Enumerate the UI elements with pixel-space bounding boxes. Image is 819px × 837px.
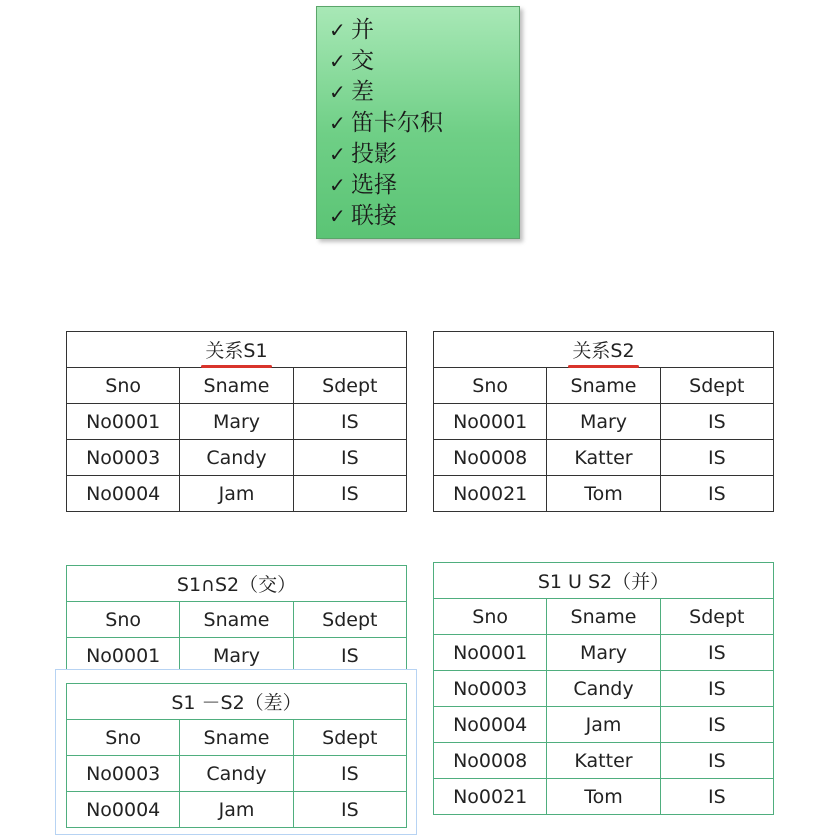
table-row (67, 756, 407, 792)
table-row (67, 440, 407, 476)
column-header: Sno (434, 599, 547, 635)
operation-label: 选择 (351, 172, 397, 198)
cell: Mary (547, 635, 660, 671)
operation-cartesian-product (329, 108, 519, 139)
column-header: Sdept (293, 720, 406, 756)
cell: Mary (547, 404, 660, 440)
operation-label: 投影 (351, 141, 397, 167)
cell: Tom (547, 476, 660, 512)
header-row (434, 599, 774, 635)
intersection-title: S1∩S2（交） (67, 566, 407, 602)
cell: IS (660, 743, 773, 779)
column-header: Sname (180, 368, 293, 404)
column-header: Sno (434, 368, 547, 404)
operations-list (317, 7, 519, 232)
cell: IS (293, 756, 406, 792)
check-icon: ✓ (329, 204, 346, 228)
cell: No0008 (434, 743, 547, 779)
cell: Katter (547, 440, 660, 476)
table-row (434, 671, 774, 707)
cell: IS (660, 707, 773, 743)
cell: No0008 (434, 440, 547, 476)
cell: No0003 (434, 671, 547, 707)
cell: No0001 (434, 635, 547, 671)
cell: IS (660, 440, 773, 476)
cell: Mary (180, 638, 293, 674)
header-row (67, 602, 407, 638)
check-icon: ✓ (329, 80, 346, 104)
relation-s1-title: 关系S1 (205, 336, 267, 363)
column-header: Sname (547, 368, 660, 404)
operation-label: 交 (351, 48, 374, 74)
operation-union (329, 15, 519, 46)
table-row (434, 440, 774, 476)
check-icon: ✓ (329, 142, 346, 166)
operation-join (329, 201, 519, 232)
table-row (434, 779, 774, 815)
cell: IS (660, 779, 773, 815)
cell: IS (293, 792, 406, 828)
cell: No0021 (434, 779, 547, 815)
cell: IS (660, 404, 773, 440)
column-header: Sname (547, 599, 660, 635)
cell: Jam (180, 476, 293, 512)
cell: No0004 (67, 476, 180, 512)
cell: IS (293, 404, 406, 440)
cell: IS (293, 476, 406, 512)
cell: IS (293, 440, 406, 476)
check-icon: ✓ (329, 18, 346, 42)
cell: IS (660, 476, 773, 512)
column-header: Sname (180, 602, 293, 638)
column-header: Sno (67, 720, 180, 756)
cell: IS (660, 671, 773, 707)
header-row (434, 368, 774, 404)
operation-label: 联接 (351, 203, 397, 229)
operation-label: 差 (351, 79, 374, 105)
difference-panel (55, 669, 417, 835)
operation-difference (329, 77, 519, 108)
cell: Mary (180, 404, 293, 440)
table-row (67, 404, 407, 440)
relation-s1-table (66, 331, 407, 512)
operation-selection (329, 170, 519, 201)
cell: No0003 (67, 756, 180, 792)
cell: IS (293, 638, 406, 674)
column-header: Sname (180, 720, 293, 756)
cell: Candy (180, 756, 293, 792)
table-row (434, 476, 774, 512)
difference-title: S1 －S2（差） (67, 684, 407, 720)
header-row (67, 720, 407, 756)
cell: No0004 (67, 792, 180, 828)
table-row (434, 635, 774, 671)
column-header: Sdept (293, 602, 406, 638)
operation-intersection (329, 46, 519, 77)
operation-projection (329, 139, 519, 170)
union-title: S1 U S2（并） (434, 563, 774, 599)
union-table (433, 562, 774, 815)
table-row (434, 743, 774, 779)
check-icon: ✓ (329, 111, 346, 135)
intersection-table (66, 565, 407, 674)
difference-table (66, 683, 407, 828)
cell: Katter (547, 743, 660, 779)
cell: No0004 (434, 707, 547, 743)
check-icon: ✓ (329, 49, 346, 73)
cell: Candy (180, 440, 293, 476)
cell: Jam (180, 792, 293, 828)
column-header: Sdept (293, 368, 406, 404)
table-row (67, 792, 407, 828)
column-header: Sdept (660, 599, 773, 635)
table-row (67, 476, 407, 512)
cell: No0001 (434, 404, 547, 440)
relation-s2-title: 关系S2 (572, 336, 634, 363)
cell: Candy (547, 671, 660, 707)
header-row (67, 368, 407, 404)
cell: No0021 (434, 476, 547, 512)
table-row (434, 707, 774, 743)
operations-box (316, 6, 520, 239)
cell: IS (660, 635, 773, 671)
relation-s2-table (433, 331, 774, 512)
table-title (434, 332, 774, 368)
operation-label: 并 (351, 17, 374, 43)
table-title (67, 332, 407, 368)
cell: No0001 (67, 638, 180, 674)
column-header: Sno (67, 368, 180, 404)
cell: No0003 (67, 440, 180, 476)
column-header: Sdept (660, 368, 773, 404)
cell: Tom (547, 779, 660, 815)
operation-label: 笛卡尔积 (351, 110, 443, 136)
cell: No0001 (67, 404, 180, 440)
check-icon: ✓ (329, 173, 346, 197)
cell: Jam (547, 707, 660, 743)
column-header: Sno (67, 602, 180, 638)
table-row (434, 404, 774, 440)
